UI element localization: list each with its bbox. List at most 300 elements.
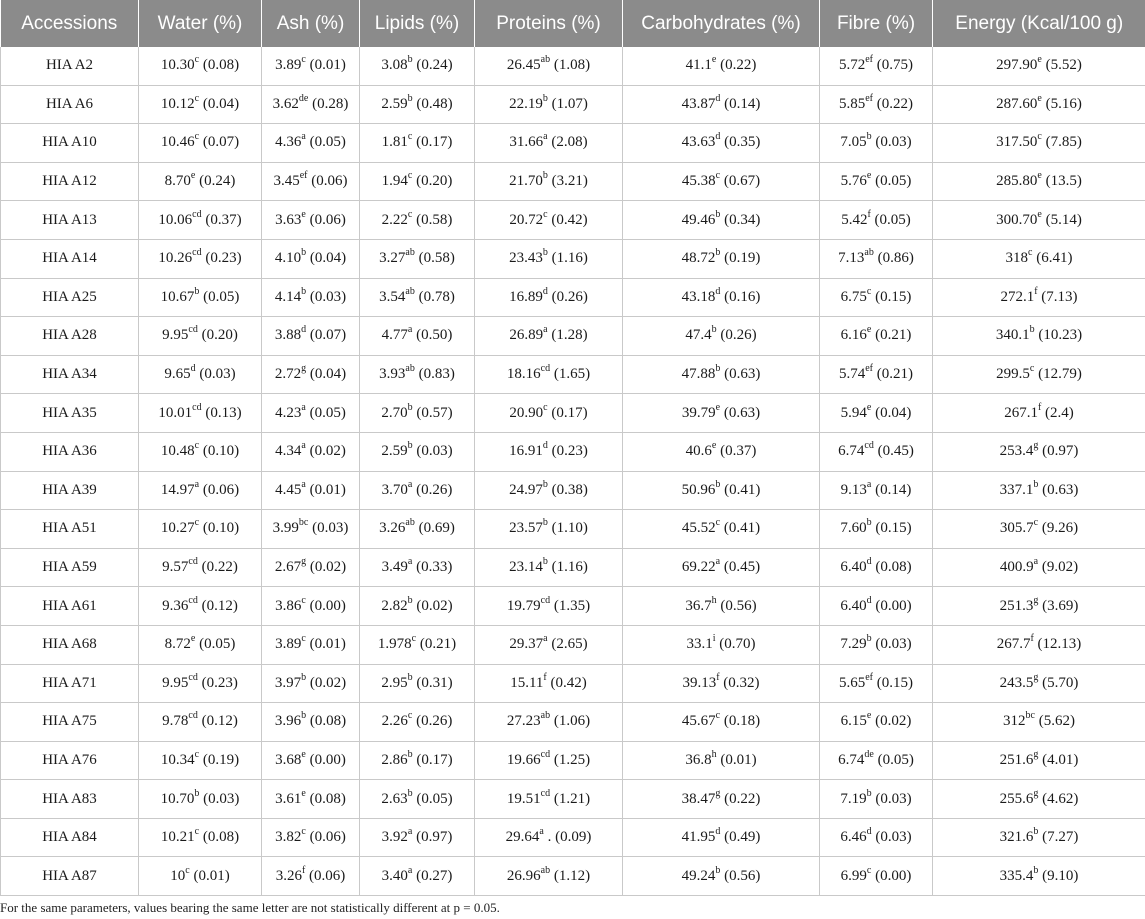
significance-letter: ab [405, 517, 415, 529]
cell-value: 297.90 [996, 57, 1038, 74]
cell-water [139, 703, 262, 742]
cell-fibre [820, 201, 933, 240]
cell-ash [262, 818, 360, 857]
cell-lipids [360, 548, 475, 587]
cell-value: 20.72 [509, 211, 544, 228]
cell-sd: (0.12) [201, 713, 238, 730]
cell-sd: (1.08) [553, 57, 591, 74]
cell-sd: (0.05) [877, 751, 914, 768]
significance-letter: c [866, 864, 872, 876]
cell-ash [262, 510, 360, 549]
cell-fibre [820, 625, 933, 664]
cell-proteins [475, 278, 623, 317]
cell-value: 3.40 [381, 867, 408, 884]
cell-ash [262, 471, 360, 510]
cell-sd: (0.01) [309, 636, 346, 653]
cell-value: 41.95 [681, 829, 716, 846]
significance-letter: e [1037, 92, 1042, 104]
cell-value: 10.06 [158, 211, 193, 228]
significance-letter: de [298, 92, 309, 104]
cell-sd: (0.03) [309, 288, 347, 305]
cell-sd: (0.19) [202, 751, 240, 768]
cell-value: 23.14 [509, 559, 543, 576]
cell-sd: (0.69) [418, 520, 455, 537]
cell-energy [933, 201, 1145, 240]
cell-sd: (7.27) [1042, 829, 1079, 846]
cell-value: 2.26 [381, 713, 408, 730]
cell-sd: (0.26) [551, 288, 588, 305]
significance-letter: g [1033, 671, 1039, 683]
cell-value: 6.74 [838, 751, 865, 768]
cell-value: 26.89 [509, 327, 544, 344]
cell-sd: (0.07) [309, 327, 347, 344]
col-header-ash: Ash (%) [262, 0, 360, 47]
cell-value: 43.63 [681, 134, 716, 151]
cell-ash [262, 85, 360, 124]
significance-letter: i [712, 633, 716, 645]
cell-carbohydrates [623, 432, 820, 471]
cell-value: 43.18 [681, 288, 716, 305]
cell-value: 321.6 [999, 829, 1034, 846]
cell-lipids [360, 85, 475, 124]
significance-letter: g [715, 787, 721, 799]
significance-letter: a [543, 324, 548, 336]
cell-sd: (0.58) [418, 250, 455, 267]
cell-energy [933, 355, 1145, 394]
significance-letter: e [301, 748, 306, 760]
significance-letter: ab [405, 363, 415, 375]
cell-carbohydrates [623, 741, 820, 780]
col-header-lipids: Lipids (%) [360, 0, 475, 47]
significance-letter: h [711, 748, 717, 760]
cell-value: 19.51 [506, 790, 541, 807]
cell-proteins [475, 47, 623, 85]
cell-sd: (0.10) [202, 520, 240, 537]
cell-sd: (0.03) [875, 829, 912, 846]
cell-sd: (0.16) [724, 288, 761, 305]
cell-value: 318 [1005, 250, 1029, 267]
significance-letter: d [866, 556, 872, 568]
cell-value: 10.70 [160, 790, 195, 807]
cell-value: 7.60 [840, 520, 867, 537]
cell-energy [933, 548, 1145, 587]
cell-lipids [360, 394, 475, 433]
cell-value: 18.16 [506, 366, 541, 383]
cell-value: 43.87 [681, 95, 716, 112]
cell-fibre [820, 317, 933, 356]
cell-value: 3.89 [275, 636, 302, 653]
cell-proteins [475, 587, 623, 626]
significance-letter: e [1037, 208, 1042, 220]
significance-letter: b [542, 92, 548, 104]
cell-sd: (0.42) [550, 674, 587, 691]
cell-sd: (0.23) [205, 250, 242, 267]
cell-value: 3.08 [381, 57, 408, 74]
significance-letter: e [866, 401, 872, 413]
cell-sd: (0.45) [723, 559, 761, 576]
cell-lipids [360, 471, 475, 510]
significance-letter: g [1033, 748, 1039, 760]
cell-lipids [360, 625, 475, 664]
cell-sd: (0.22) [720, 57, 757, 74]
significance-letter: d [866, 826, 872, 838]
cell-energy [933, 394, 1145, 433]
cell-value: 36.7 [685, 597, 712, 614]
cell-sd: (2.4) [1045, 404, 1074, 421]
significance-letter: b [711, 324, 717, 336]
significance-letter: c [185, 864, 190, 876]
significance-letter: b [407, 787, 413, 799]
cell-sd: (0.20) [416, 173, 453, 190]
cell-value: 4.36 [275, 134, 302, 151]
significance-letter: b [407, 748, 413, 760]
significance-letter: g [301, 363, 307, 375]
cell-energy [933, 625, 1145, 664]
cell-value: 3.62 [272, 95, 299, 112]
significance-letter: ef [865, 92, 874, 104]
significance-letter: ef [299, 170, 308, 182]
cell-sd: (0.06) [309, 211, 346, 228]
cell-value: 4.14 [274, 288, 302, 305]
cell-lipids [360, 664, 475, 703]
cell-ash [262, 625, 360, 664]
cell-sd: (0.20) [201, 327, 238, 344]
cell-sd: (0.05) [416, 790, 453, 807]
table-row [1, 741, 1145, 780]
col-header-accessions: Accessions [1, 0, 139, 47]
cell-sd: (7.85) [1045, 134, 1082, 151]
significance-letter: ab [540, 710, 551, 722]
cell-value: 5.72 [838, 57, 866, 74]
cell-value: 7.29 [840, 636, 867, 653]
cell-value: 26.96 [506, 867, 541, 884]
significance-letter: cd [192, 247, 202, 259]
cell-lipids [360, 432, 475, 471]
significance-letter: a [407, 826, 413, 838]
cell-value: 2.82 [381, 597, 408, 614]
significance-letter: b [542, 517, 548, 529]
cell-value: 2.59 [381, 443, 408, 460]
cell-sd: (0.33) [416, 559, 453, 576]
cell-value: 287.60 [996, 95, 1038, 112]
cell-value: 267.1 [1004, 404, 1038, 421]
cell-sd: (1.21) [553, 790, 591, 807]
significance-letter: cd [540, 363, 551, 375]
cell-sd: (3.21) [551, 173, 588, 190]
cell-sd: (0.01) [720, 751, 757, 768]
cell-sd: (0.00) [875, 597, 912, 614]
cell-sd: (2.65) [551, 636, 588, 653]
significance-letter: f [867, 208, 871, 220]
cell-sd: (0.04) [309, 366, 347, 383]
cell-accession: HIA A12 [1, 162, 139, 201]
cell-value: 6.40 [840, 597, 867, 614]
cell-fibre [820, 394, 933, 433]
cell-proteins [475, 85, 623, 124]
cell-sd: (0.15) [875, 520, 912, 537]
header-row [1, 0, 1145, 47]
cell-accession: HIA A87 [1, 857, 139, 896]
cell-ash [262, 741, 360, 780]
cell-sd: (1.65) [553, 366, 591, 383]
cell-sd: (1.12) [553, 867, 591, 884]
cell-lipids [360, 239, 475, 278]
cell-lipids [360, 857, 475, 896]
cell-accession: HIA A34 [1, 355, 139, 394]
cell-value: 243.5 [999, 674, 1034, 691]
cell-carbohydrates [623, 587, 820, 626]
cell-fibre [820, 780, 933, 819]
cell-proteins [475, 317, 623, 356]
cell-carbohydrates [623, 703, 820, 742]
cell-value: 340.1 [995, 327, 1030, 344]
cell-sd: (0.08) [875, 559, 912, 576]
cell-carbohydrates [623, 780, 820, 819]
cell-sd: (0.22) [876, 95, 914, 112]
cell-fibre [820, 548, 933, 587]
significance-letter: a [407, 864, 413, 876]
cell-proteins [475, 857, 623, 896]
cell-sd: (0.22) [724, 790, 761, 807]
cell-value: 267.7 [996, 636, 1031, 653]
cell-lipids [360, 124, 475, 163]
cell-lipids [360, 587, 475, 626]
cell-sd: (0.05) [309, 404, 346, 421]
significance-letter: c [301, 826, 306, 838]
cell-sd: (0.57) [416, 404, 453, 421]
cell-value: 45.52 [681, 520, 716, 537]
cell-value: 10.26 [158, 250, 193, 267]
significance-letter: a [301, 131, 306, 143]
cell-accession: HIA A39 [1, 471, 139, 510]
significance-letter: f [716, 671, 720, 683]
cell-value: 47.4 [685, 327, 712, 344]
cell-accession: HIA A36 [1, 432, 139, 471]
cell-value: 335.4 [999, 867, 1034, 884]
cell-proteins [475, 201, 623, 240]
cell-ash [262, 394, 360, 433]
cell-value: 19.66 [506, 751, 541, 768]
cell-value: 6.75 [840, 288, 867, 305]
cell-sd: (4.62) [1042, 790, 1079, 807]
significance-letter: e [190, 170, 196, 182]
cell-proteins [475, 162, 623, 201]
table-row [1, 780, 1145, 819]
significance-letter: b [542, 247, 548, 259]
cell-proteins [475, 780, 623, 819]
table-row [1, 664, 1145, 703]
cell-sd: (0.15) [876, 674, 914, 691]
cell-value: 48.72 [681, 250, 716, 267]
cell-sd: (0.01) [309, 481, 346, 498]
cell-sd: (0.02) [875, 713, 912, 730]
table-row [1, 587, 1145, 626]
significance-letter: f [543, 671, 547, 683]
cell-value: 45.38 [681, 173, 716, 190]
cell-value: 24.97 [509, 481, 543, 498]
cell-water [139, 857, 262, 896]
table-row [1, 818, 1145, 857]
significance-letter: b [542, 556, 548, 568]
significance-letter: c [301, 633, 306, 645]
cell-accession: HIA A6 [1, 85, 139, 124]
cell-sd: (1.28) [551, 327, 588, 344]
cell-energy [933, 780, 1145, 819]
significance-letter: d [715, 92, 721, 104]
significance-letter: b [194, 285, 200, 297]
cell-value: 1.81 [381, 134, 408, 151]
cell-value: 9.36 [162, 597, 189, 614]
cell-sd: (1.16) [551, 559, 588, 576]
cell-accession: HIA A51 [1, 510, 139, 549]
cell-sd: (0.21) [419, 636, 457, 653]
cell-water [139, 432, 262, 471]
significance-letter: b [407, 54, 413, 66]
significance-letter: d [866, 594, 872, 606]
significance-letter: a [194, 478, 200, 490]
cell-value: 47.88 [681, 366, 716, 383]
cell-accession: HIA A59 [1, 548, 139, 587]
significance-letter: c [1029, 363, 1035, 375]
cell-ash [262, 317, 360, 356]
cell-sd: (0.97) [1042, 443, 1079, 460]
cell-sd: (0.32) [723, 674, 760, 691]
table-row [1, 625, 1145, 664]
cell-sd: (0.06) [309, 867, 346, 884]
cell-proteins [475, 741, 623, 780]
cell-value: 4.23 [275, 404, 302, 421]
cell-value: 255.6 [999, 790, 1034, 807]
significance-letter: g [1033, 440, 1039, 452]
significance-letter: b [301, 285, 307, 297]
significance-letter: b [1033, 864, 1039, 876]
cell-sd: (12.13) [1037, 636, 1082, 653]
cell-energy [933, 818, 1145, 857]
cell-sd: (0.56) [720, 597, 757, 614]
cell-energy [933, 85, 1145, 124]
cell-energy [933, 471, 1145, 510]
cell-sd: (0.05) [309, 134, 346, 151]
significance-letter: c [543, 401, 548, 413]
cell-sd: (10.23) [1038, 327, 1083, 344]
significance-letter: c [194, 131, 200, 143]
cell-water [139, 278, 262, 317]
significance-letter: c [194, 748, 200, 760]
cell-sd: (0.63) [1042, 481, 1079, 498]
cell-value: 10.34 [160, 751, 195, 768]
cell-sd: (0.24) [416, 57, 453, 74]
cell-sd: (0.14) [724, 95, 761, 112]
cell-value: 29.64 [505, 829, 540, 846]
cell-proteins [475, 703, 623, 742]
cell-fibre [820, 85, 933, 124]
significance-letter: b [301, 671, 307, 683]
cell-accession: HIA A14 [1, 239, 139, 278]
significance-letter: c [543, 208, 548, 220]
cell-value: 7.19 [840, 790, 867, 807]
significance-letter: e [711, 440, 717, 452]
cell-ash [262, 857, 360, 896]
cell-value: 39.79 [681, 404, 716, 421]
cell-carbohydrates [623, 664, 820, 703]
significance-letter: b [715, 363, 721, 375]
cell-energy [933, 587, 1145, 626]
significance-letter: b [407, 440, 413, 452]
cell-value: 3.49 [381, 559, 408, 576]
cell-proteins [475, 471, 623, 510]
cell-value: 3.97 [274, 674, 302, 691]
cell-sd: (0.58) [416, 211, 453, 228]
cell-accession: HIA A71 [1, 664, 139, 703]
significance-letter: cd [540, 787, 551, 799]
significance-letter: b [715, 208, 721, 220]
significance-letter: cd [540, 594, 551, 606]
cell-sd: (0.08) [202, 57, 240, 74]
cell-carbohydrates [623, 317, 820, 356]
significance-letter: g [301, 556, 307, 568]
significance-letter: e [866, 170, 872, 182]
cell-sd: (0.35) [724, 134, 761, 151]
significance-letter: a [543, 131, 548, 143]
cell-sd: (5.14) [1045, 211, 1082, 228]
cell-proteins [475, 664, 623, 703]
col-header-carbohydrates: Carbohydrates (%) [623, 0, 820, 47]
table-row [1, 471, 1145, 510]
cell-value: 21.70 [509, 173, 543, 190]
significance-letter: b [715, 864, 721, 876]
significance-letter: c [715, 517, 721, 529]
cell-sd: (9.02) [1041, 559, 1079, 576]
cell-sd: (0.70) [719, 636, 756, 653]
table-row [1, 432, 1145, 471]
cell-sd: (0.31) [416, 674, 453, 691]
significance-letter: a [407, 324, 413, 336]
cell-value: 6.74 [838, 443, 865, 460]
cell-value: 40.6 [685, 443, 712, 460]
cell-water [139, 47, 262, 85]
cell-energy [933, 317, 1145, 356]
cell-lipids [360, 201, 475, 240]
cell-value: 38.47 [681, 790, 716, 807]
table-row [1, 278, 1145, 317]
cell-value: 251.3 [999, 597, 1034, 614]
significance-letter: h [711, 594, 717, 606]
cell-sd: (0.03) [875, 790, 912, 807]
cell-value: 3.70 [381, 481, 408, 498]
cell-value: 4.45 [275, 481, 302, 498]
col-header-fibre: Fibre (%) [820, 0, 933, 47]
cell-value: 3.99 [272, 520, 299, 537]
cell-sd: (0.83) [418, 366, 455, 383]
cell-lipids [360, 741, 475, 780]
table-body [1, 47, 1145, 896]
cell-sd: (0.00) [309, 751, 346, 768]
significance-letter: c [194, 826, 200, 838]
cell-value: 3.54 [379, 288, 406, 305]
cell-ash [262, 780, 360, 819]
cell-energy [933, 432, 1145, 471]
significance-letter: d [715, 285, 721, 297]
significance-letter: c [301, 594, 306, 606]
cell-value: 16.89 [509, 288, 543, 305]
cell-carbohydrates [623, 355, 820, 394]
col-header-energy: Energy (Kcal/100 g) [933, 0, 1145, 47]
significance-letter: e [1037, 170, 1042, 182]
cell-value: 3.89 [275, 57, 302, 74]
table-row [1, 394, 1145, 433]
cell-value: 5.94 [840, 404, 867, 421]
significance-letter: d [715, 826, 721, 838]
